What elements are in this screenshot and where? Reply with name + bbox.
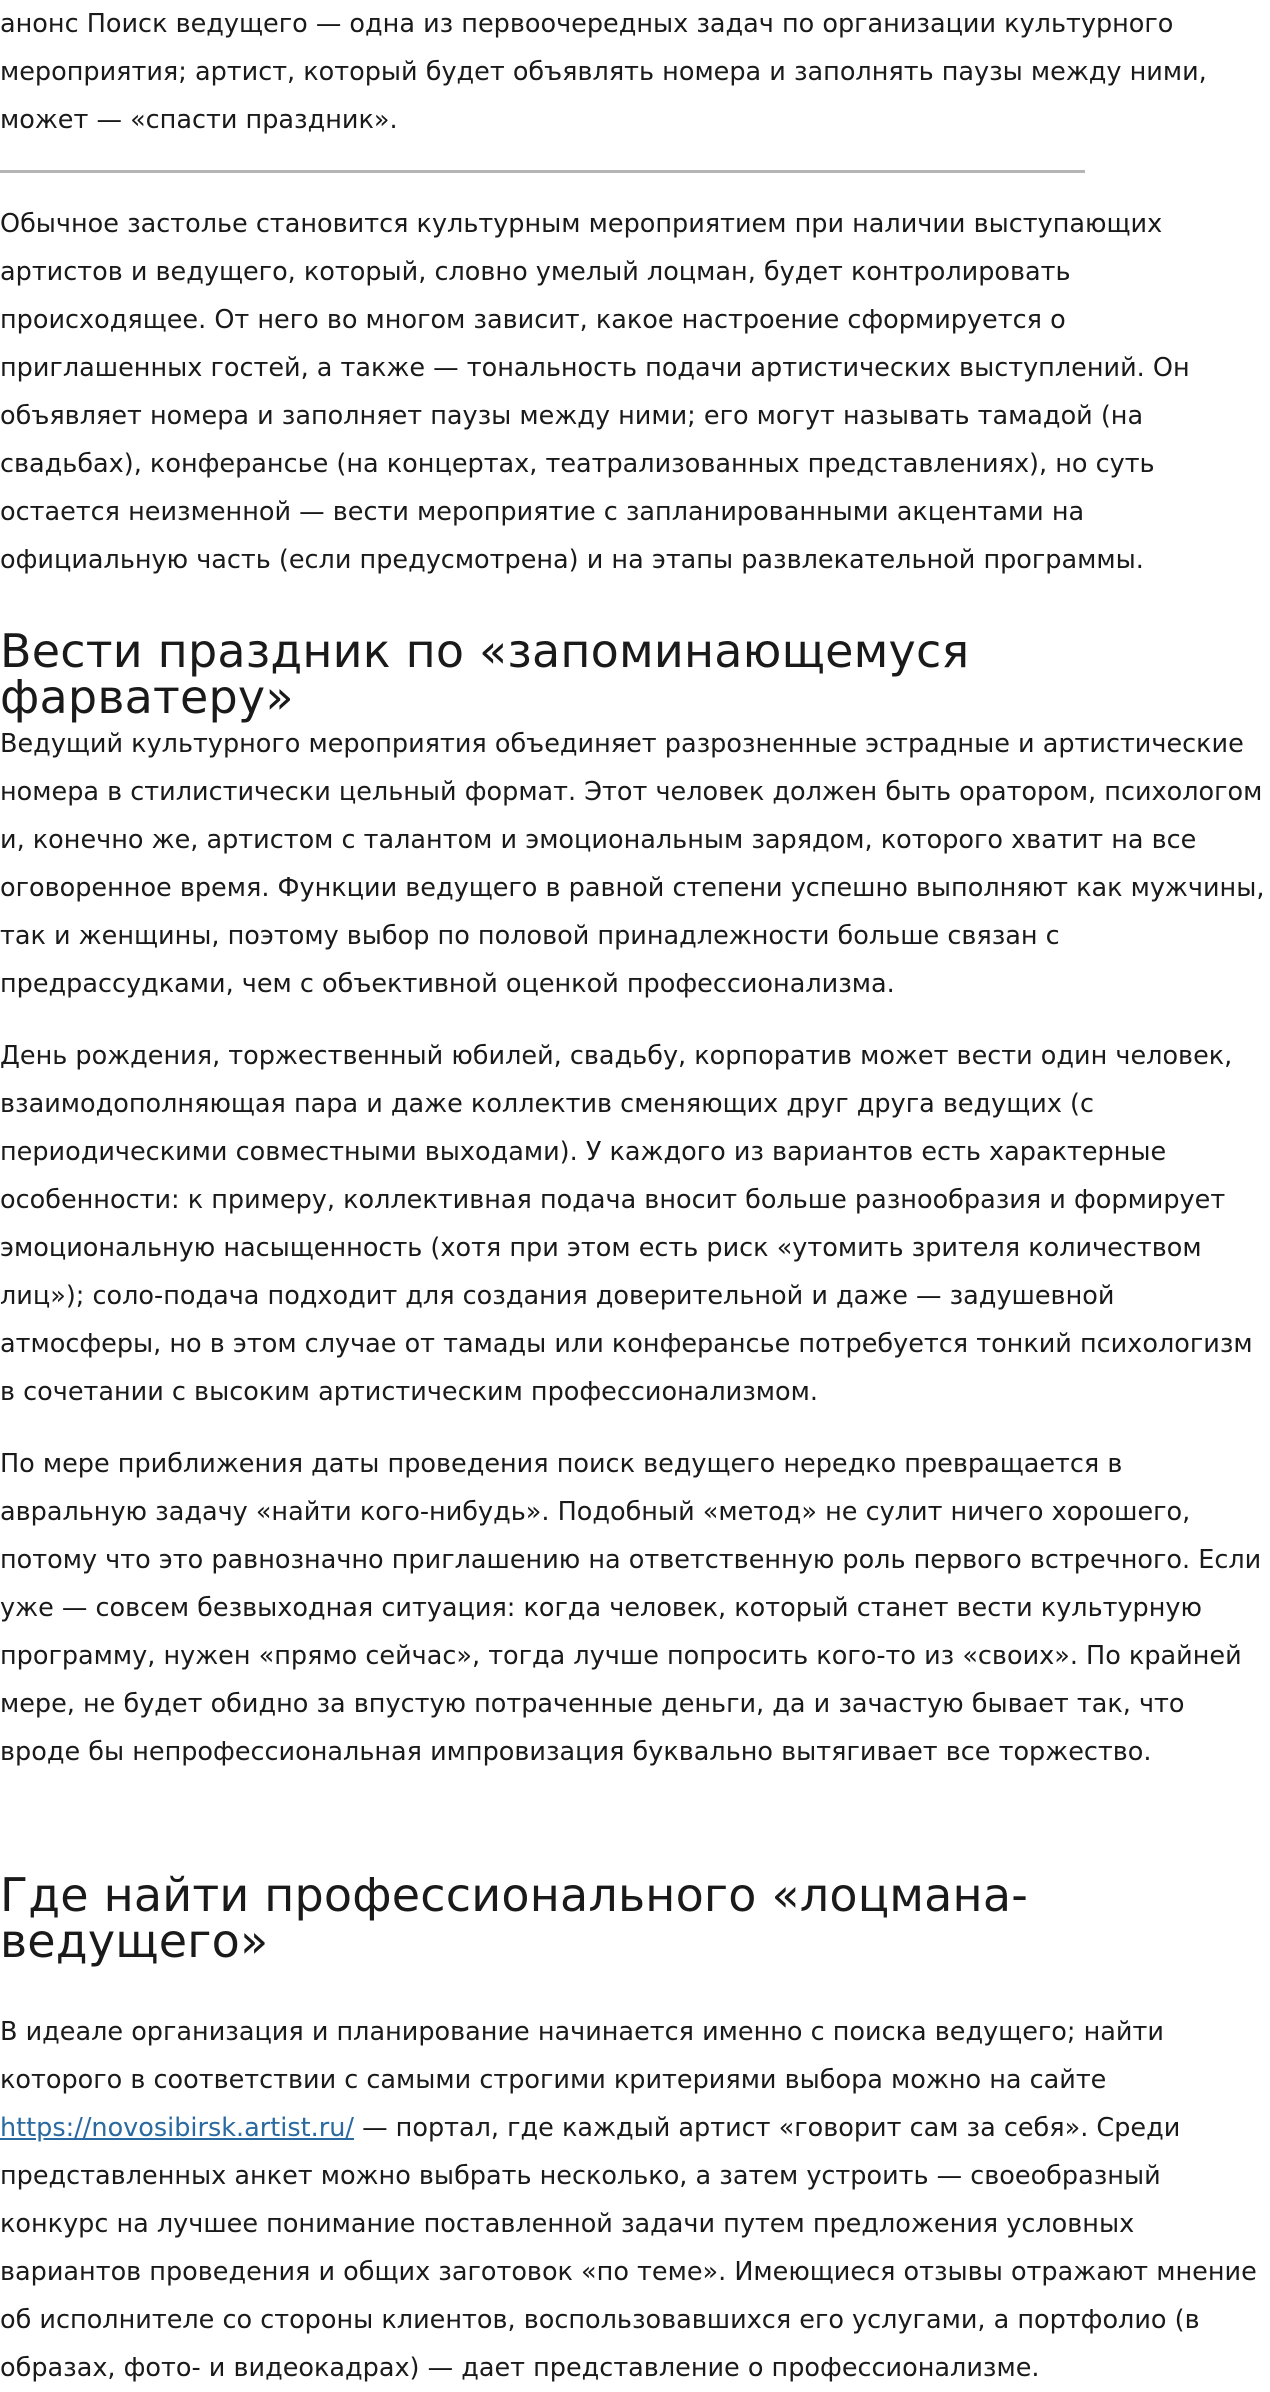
lead-paragraph: анонс Поиск ведущего — одна из первоочередных задач по организации культурного мероприятия; артист, который будет объявлять номера и заполнять паузы между ними, может — «спасти праздник». (0, 9, 1207, 135)
section-2-text-after-link: — портал, где каждый артист «говорит сам за себя». Среди представленных анкет можно выбрать несколько, а затем устроить — своеобразный конкурс на лучшее понимание поставленной задачи путем предложения условных вариантов проведения и общих заготовок «по теме». Имеющиеся отзывы отражают мнение об исполнителе со стороны клиентов, воспользовавшихся его услугами, а портфолио (в образах, фото- и видеокадрах) — дает представление о профессионализме. (0, 2113, 1257, 2383)
lead-block (0, 0, 1270, 144)
section-1-heading-block (0, 624, 1270, 724)
section-2-text-before-link: В идеале организация и планирование начинается именно с поиска ведущего; найти которого в соответствии с самыми строгими критериями выбора можно на сайте (0, 2017, 1164, 2095)
section-1-paragraph-3: По мере приближения даты проведения поиск ведущего нередко превращается в авральную задачу «найти кого-нибудь». Подобный «метод» не сулит ничего хорошего, потому что это равнозначно приглашению на ответственную роль первого встречного. Если уже — совсем безвыходная ситуация: когда человек, который станет вести культурную программу, нужен «прямо сейчас», тогда лучше попросить кого-то из «своих». По крайней мере, не будет обидно за впустую потраченные деньги, да и зачастую бывает так, что вроде бы непрофессиональная импровизация буквально вытягивает все торжество. (0, 1449, 1262, 1767)
divider (0, 170, 1085, 173)
section-2-heading-block (0, 1868, 1030, 1968)
section-1-p1-block (0, 720, 1270, 1008)
intro-block (0, 200, 1270, 584)
intro-paragraph: Обычное застолье становится культурным мероприятием при наличии выступающих артистов и ведущего, который, словно умелый лоцман, будет контролировать происходящее. От него во многом зависит, какое настроение сформируется о приглашенных гостей, а также — тональность подачи артистических выступлений. Он объявляет номера и заполняет паузы между ними; его могут называть тамадой (на свадьбах), конферансье (на концертах, театрализованных представлениях), но суть остается неизменной — вести мероприятие с запланированными акцентами на официальную часть (если предусмотрена) и на этапы развлекательной программы. (0, 209, 1190, 575)
section-2-paragraph-1 (0, 2008, 1270, 2392)
artist-site-link[interactable]: https://novosibirsk.artist.ru/ (0, 2113, 354, 2143)
section-2-heading: Где найти профессионального «лоцмана-ведущего» (0, 1868, 1029, 1968)
section-1-p2-block (0, 1032, 1270, 1416)
section-1-heading: Вести праздник по «запоминающемуся фарватеру» (0, 624, 970, 724)
section-1-paragraph-2: День рождения, торжественный юбилей, свадьбу, корпоратив может вести один человек, взаимодополняющая пара и даже коллектив сменяющих друг друга ведущих (с периодическими совместными выходами). У каждого из вариантов есть характерные особенности: к примеру, коллективная подача вносит больше разнообразия и формирует эмоциональную насыщенность (хотя при этом есть риск «утомить зрителя количеством лиц»); соло-подача подходит для создания доверительной и даже — задушевной атмосферы, но в этом случае от тамады или конферансье потребуется тонкий психологизм в сочетании с высоким артистическим профессионализмом. (0, 1041, 1253, 1407)
section-2-p1-block (0, 2008, 1270, 2392)
section-1-p3-block (0, 1440, 1270, 1776)
section-1-paragraph-1: Ведущий культурного мероприятия объединяет разрозненные эстрадные и артистические номера в стилистически цельный формат. Этот человек должен быть оратором, психологом и, конечно же, артистом с талантом и эмоциональным зарядом, которого хватит на все оговоренное время. Функции ведущего в равной степени успешно выполняют как мужчины, так и женщины, поэтому выбор по половой принадлежности больше связан с предрассудками, чем с объективной оценкой профессионализма. (0, 729, 1265, 999)
